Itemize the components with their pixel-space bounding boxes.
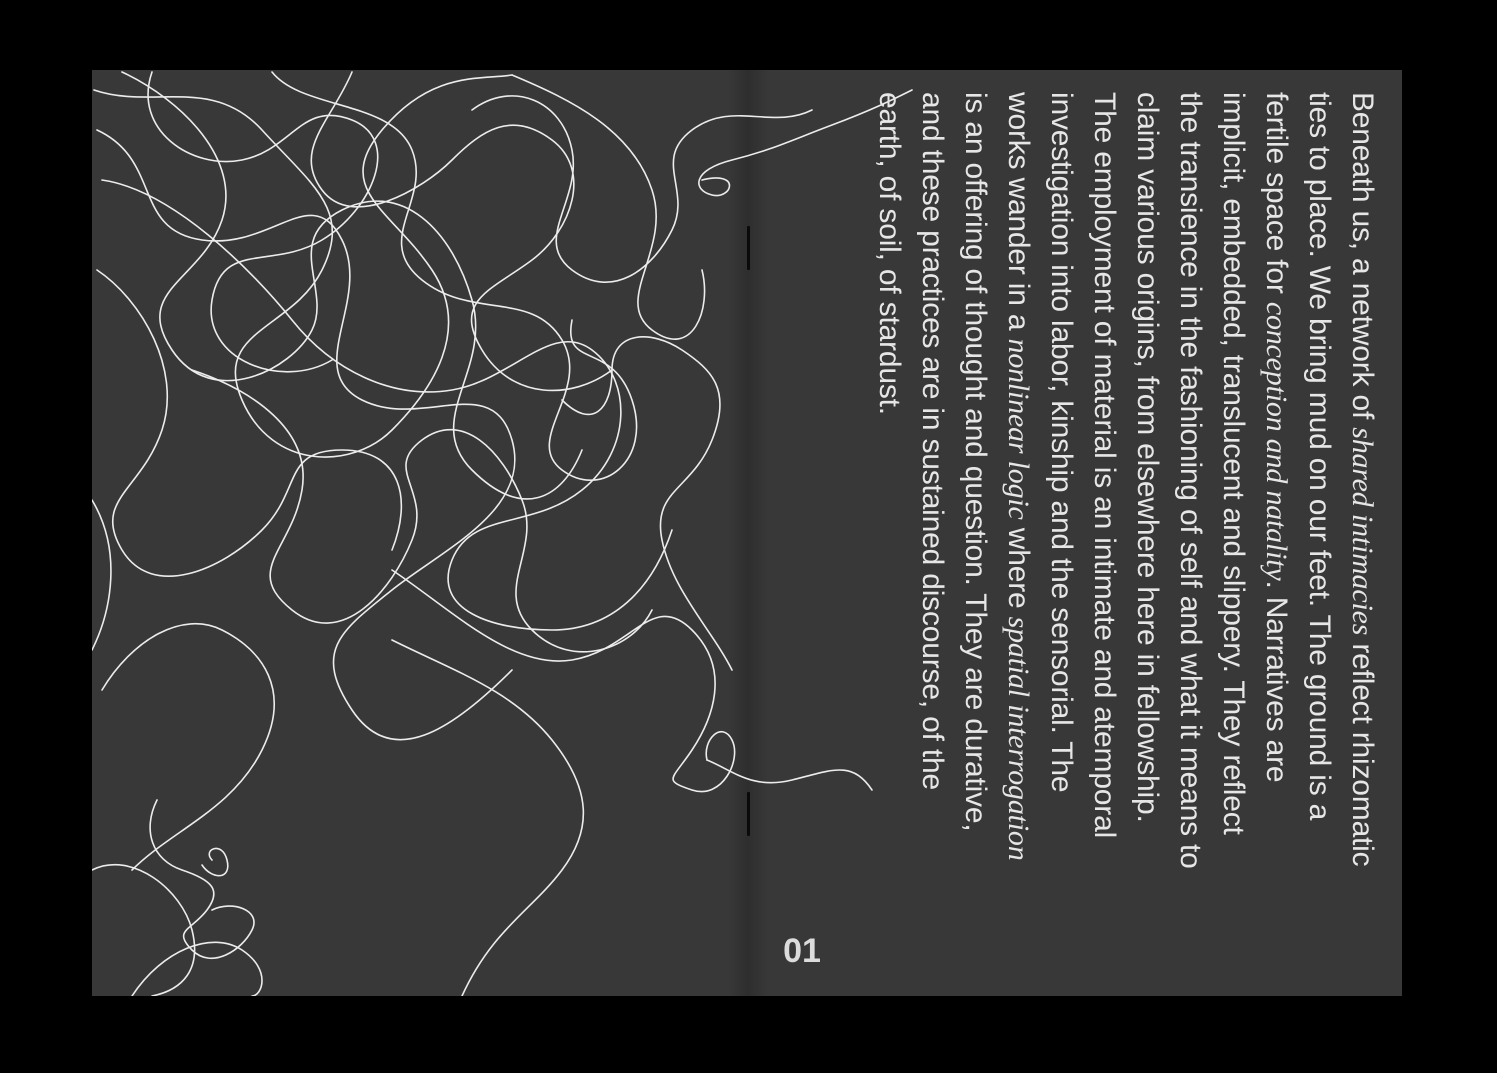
thread-line: [311, 72, 612, 390]
text-segment: reflect rhizomatic ties to place. We bring mud on our feet. The ground is a fertile space for: [1260, 92, 1379, 867]
thread-line: [562, 337, 732, 670]
thread-line: [102, 180, 672, 630]
body-text: [840, 92, 1384, 872]
text-segment: is an offering of thought and question. They are durative, and these practices are in sustained discourse, of the earth, of soil, of stardust.: [873, 92, 992, 832]
thread-line: [97, 270, 401, 576]
thread-line: [392, 570, 735, 792]
thread-line: [512, 75, 705, 339]
thread-line: [122, 72, 582, 499]
thread-line: [92, 865, 195, 996]
italic-phrase: conception and natality: [1260, 301, 1293, 581]
italic-phrase: shared intimacies: [1346, 427, 1379, 636]
thread-line: [148, 72, 378, 372]
text-segment: Beneath us, a network of: [1346, 92, 1379, 428]
thread-line: [202, 848, 228, 875]
thread-line: [94, 75, 512, 457]
thread-line: [102, 624, 274, 870]
thread-line: [150, 800, 254, 958]
thread-line: [472, 96, 812, 282]
italic-phrase: nonlinear logic: [1002, 338, 1035, 520]
booklet-spread: [92, 70, 1402, 996]
text-segment: . Narratives are implicit, embedded, translucent and slippery. They reflect the transience in the fashioning of self and what it means to claim various origins, from elsewhere here in fellowship. The employment of material is an intimate and atemporal investigation into labor, kinship and the sensorial. The works wander in a: [1002, 92, 1293, 869]
italic-phrase: spatial interrogation: [1002, 616, 1035, 861]
thread-line: [192, 370, 652, 652]
thread-line: [132, 942, 262, 996]
page-number: 01: [783, 932, 821, 970]
text-segment: where: [1002, 519, 1035, 617]
thread-line: [92, 500, 111, 650]
